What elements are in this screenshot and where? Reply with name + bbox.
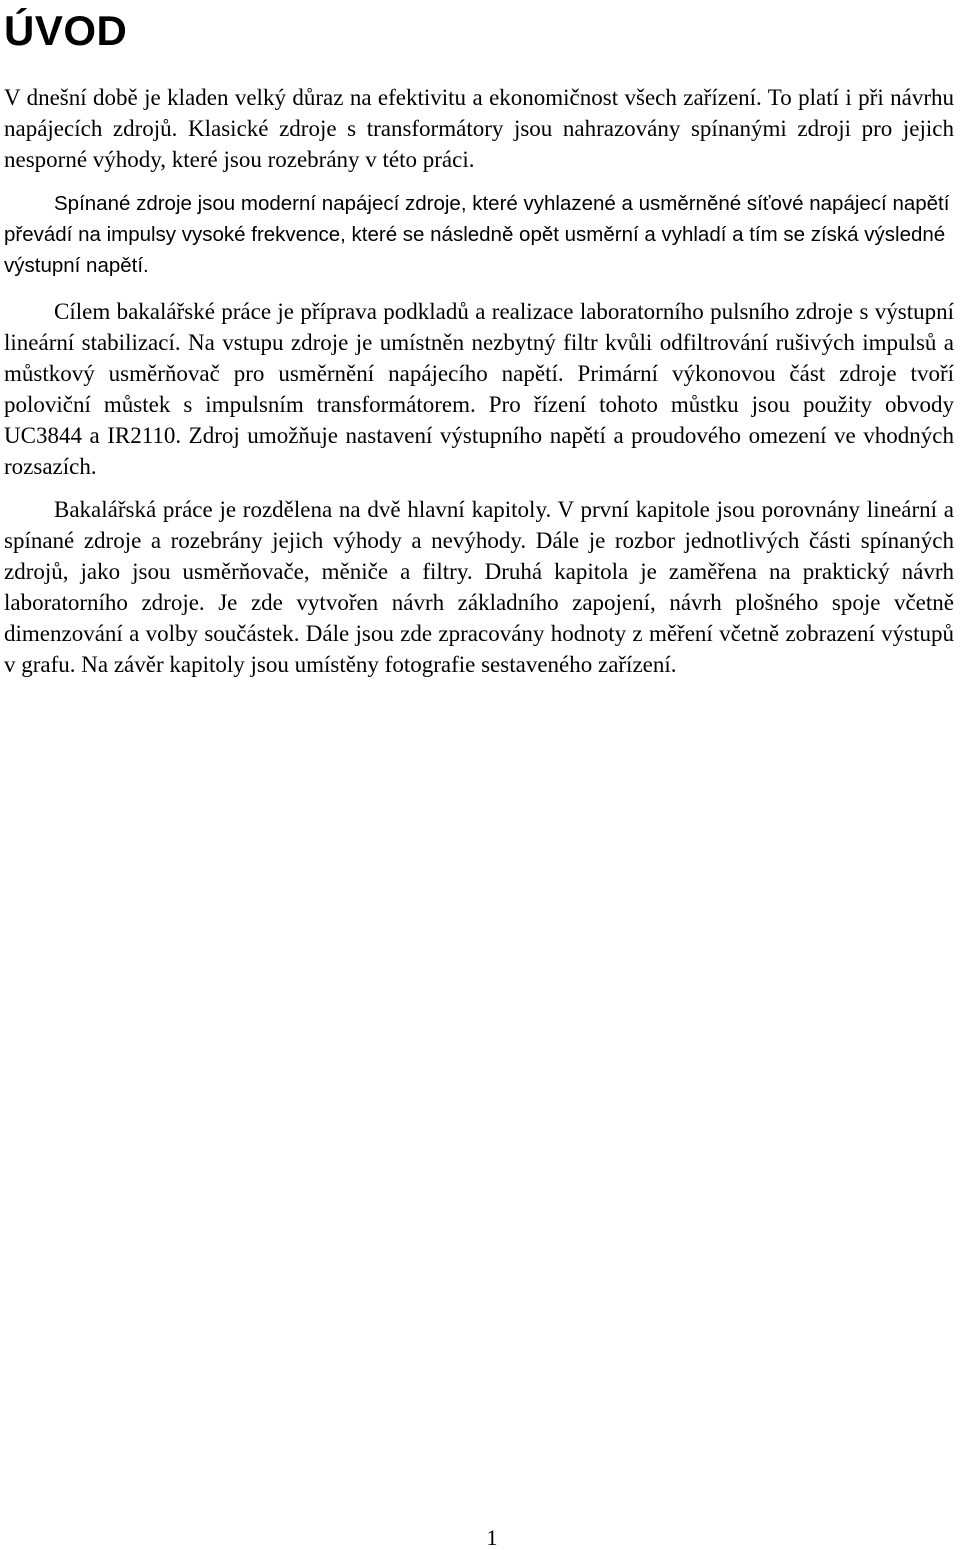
paragraph-intro: V dnešní době je kladen velký důraz na efektivitu a ekonomičnost všech zařízení. To platí i při návrhu napájecích zdrojů. Klasické zdroje s transformátory jsou nahrazovány spínanými zdroji pro jejich nesporné výhody, které jsou rozebrány v této práci. (4, 85, 954, 172)
page-number: 1 (486, 1525, 498, 1550)
paragraph-switching-sources: Spínané zdroje jsou moderní napájecí zdroje, které vyhlazené a usměrněné síťové napájecí napětí převádí na impulsy vysoké frekvence, které se následně opět usměrní a vyhladí a tím se získá výsledné výstupní napětí. (4, 192, 950, 277)
paragraph-thesis-goal: Cílem bakalářské práce je příprava podkladů a realizace laboratorního pulsního zdroje s výstupní lineární stabilizací. Na vstupu zdroje je umístněn nezbytný filtr kvůli odfiltrování rušivých impulsů a můstkový usměrňovač pro usměrnění napájecího napětí. Primární výkonovou část zdroje tvoří poloviční můstek s impulsním transformátorem. Pro řízení tohoto můstku jsou použity obvody UC3844 a IR2110. Zdroj umožňuje nastavení výstupního napětí a proudového omezení ve vhodných rozsazích. (4, 299, 954, 479)
chapter-heading: ÚVOD (4, 7, 128, 54)
paragraph-thesis-structure: Bakalářská práce je rozdělena na dvě hlavní kapitoly. V první kapitole jsou porovnány lineární a spínané zdroje a rozebrány jejich výhody a nevýhody. Dále je rozbor jednotlivých části spínaných zdrojů, jako jsou usměrňovače, měniče a filtry. Druhá kapitola je zaměřena na praktický návrh laboratorního zdroje. Je zde vytvořen návrh základního zapojení, návrh plošného spoje včetně dimenzování a volby součástek. Dále jsou zde zpracovány hodnoty z měření včetně zobrazení výstupů v grafu. Na závěr kapitoly jsou umístěny fotografie sestaveného zařízení. (4, 497, 954, 677)
